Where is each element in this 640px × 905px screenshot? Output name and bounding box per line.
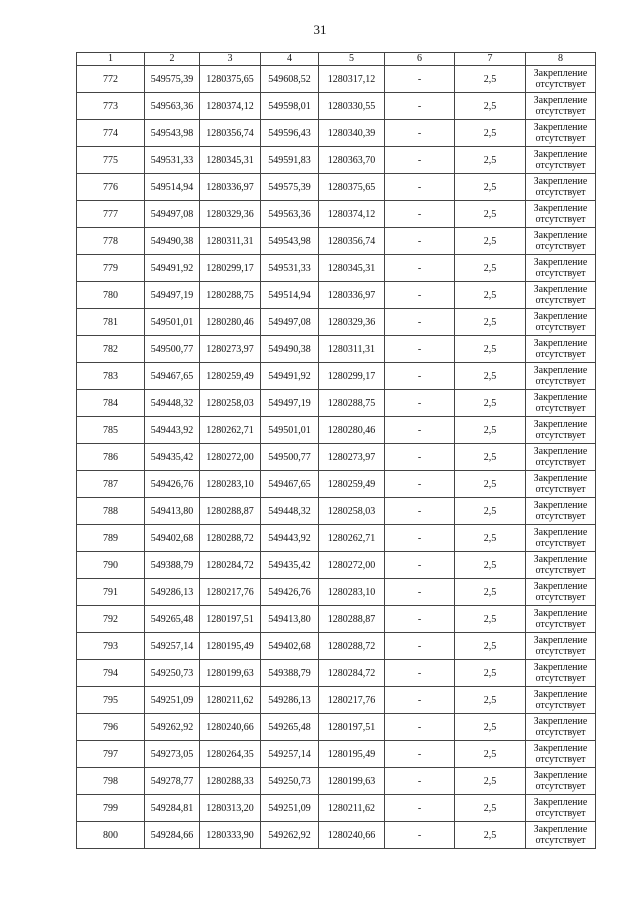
table-cell-col-4: 549388,79 bbox=[261, 660, 319, 687]
table-cell-col-8: Закрепление отсутствует bbox=[526, 525, 596, 552]
table-cell-col-8: Закрепление отсутствует bbox=[526, 390, 596, 417]
table-row bbox=[77, 93, 596, 120]
table-cell-col-2: 549262,92 bbox=[145, 714, 200, 741]
table-row bbox=[77, 498, 596, 525]
table-row bbox=[77, 579, 596, 606]
table-cell-col-6: - bbox=[385, 363, 455, 390]
table-row bbox=[77, 606, 596, 633]
table-cell-col-4: 549435,42 bbox=[261, 552, 319, 579]
table-cell-col-8: Закрепление отсутствует bbox=[526, 417, 596, 444]
table-cell-col-1: 772 bbox=[77, 66, 145, 93]
table-cell-col-6: - bbox=[385, 795, 455, 822]
table-cell-col-8: Закрепление отсутствует bbox=[526, 174, 596, 201]
table-cell-col-5: 1280340,39 bbox=[319, 120, 385, 147]
table-cell-col-1: 785 bbox=[77, 417, 145, 444]
table-cell-col-2: 549575,39 bbox=[145, 66, 200, 93]
table-cell-col-8: Закрепление отсутствует bbox=[526, 552, 596, 579]
table-cell-col-2: 549501,01 bbox=[145, 309, 200, 336]
table-cell-col-7: 2,5 bbox=[455, 66, 526, 93]
table-cell-col-6: - bbox=[385, 768, 455, 795]
table-cell-col-3: 1280299,17 bbox=[200, 255, 261, 282]
table-cell-col-2: 549413,80 bbox=[145, 498, 200, 525]
table-cell-col-6: - bbox=[385, 309, 455, 336]
table-cell-col-2: 549250,73 bbox=[145, 660, 200, 687]
table-cell-col-3: 1280258,03 bbox=[200, 390, 261, 417]
table-cell-col-7: 2,5 bbox=[455, 228, 526, 255]
table-cell-col-3: 1280273,97 bbox=[200, 336, 261, 363]
table-cell-col-6: - bbox=[385, 147, 455, 174]
table-cell-col-5: 1280273,97 bbox=[319, 444, 385, 471]
table-cell-col-5: 1280288,72 bbox=[319, 633, 385, 660]
table-row bbox=[77, 471, 596, 498]
table-cell-col-8: Закрепление отсутствует bbox=[526, 120, 596, 147]
table-cell-col-5: 1280363,70 bbox=[319, 147, 385, 174]
table-cell-col-8: Закрепление отсутствует bbox=[526, 444, 596, 471]
table-cell-col-5: 1280329,36 bbox=[319, 309, 385, 336]
table-cell-col-8: Закрепление отсутствует bbox=[526, 498, 596, 525]
table-row bbox=[77, 201, 596, 228]
table-cell-col-8: Закрепление отсутствует bbox=[526, 741, 596, 768]
table-cell-col-5: 1280374,12 bbox=[319, 201, 385, 228]
table-cell-col-6: - bbox=[385, 417, 455, 444]
table-cell-col-3: 1280288,33 bbox=[200, 768, 261, 795]
table-cell-col-7: 2,5 bbox=[455, 552, 526, 579]
table-cell-col-6: - bbox=[385, 579, 455, 606]
table-cell-col-4: 549596,43 bbox=[261, 120, 319, 147]
table-cell-col-1: 784 bbox=[77, 390, 145, 417]
table-cell-col-4: 549286,13 bbox=[261, 687, 319, 714]
table-cell-col-7: 2,5 bbox=[455, 471, 526, 498]
table-row bbox=[77, 309, 596, 336]
table-cell-col-6: - bbox=[385, 282, 455, 309]
column-header-5: 5 bbox=[319, 53, 385, 66]
table-cell-col-7: 2,5 bbox=[455, 606, 526, 633]
table-cell-col-7: 2,5 bbox=[455, 309, 526, 336]
table-cell-col-3: 1280283,10 bbox=[200, 471, 261, 498]
table-cell-col-7: 2,5 bbox=[455, 390, 526, 417]
table-cell-col-5: 1280311,31 bbox=[319, 336, 385, 363]
table-cell-col-4: 549514,94 bbox=[261, 282, 319, 309]
table-cell-col-2: 549388,79 bbox=[145, 552, 200, 579]
table-cell-col-4: 549500,77 bbox=[261, 444, 319, 471]
table-cell-col-1: 781 bbox=[77, 309, 145, 336]
table-cell-col-2: 549278,77 bbox=[145, 768, 200, 795]
table-cell-col-7: 2,5 bbox=[455, 741, 526, 768]
table-cell-col-5: 1280280,46 bbox=[319, 417, 385, 444]
table-cell-col-3: 1280199,63 bbox=[200, 660, 261, 687]
table-cell-col-6: - bbox=[385, 174, 455, 201]
table-header bbox=[77, 53, 596, 66]
table-cell-col-3: 1280288,72 bbox=[200, 525, 261, 552]
table-cell-col-1: 782 bbox=[77, 336, 145, 363]
table-cell-col-4: 549531,33 bbox=[261, 255, 319, 282]
table-cell-col-7: 2,5 bbox=[455, 822, 526, 849]
table-cell-col-2: 549500,77 bbox=[145, 336, 200, 363]
table-cell-col-8: Закрепление отсутствует bbox=[526, 93, 596, 120]
table-cell-col-8: Закрепление отсутствует bbox=[526, 687, 596, 714]
table-cell-col-4: 549251,09 bbox=[261, 795, 319, 822]
column-header-3: 3 bbox=[200, 53, 261, 66]
table-cell-col-4: 549598,01 bbox=[261, 93, 319, 120]
table-cell-col-7: 2,5 bbox=[455, 417, 526, 444]
table-row bbox=[77, 282, 596, 309]
column-header-7: 7 bbox=[455, 53, 526, 66]
table-cell-col-6: - bbox=[385, 552, 455, 579]
table-cell-col-5: 1280262,71 bbox=[319, 525, 385, 552]
table-cell-col-3: 1280345,31 bbox=[200, 147, 261, 174]
table-cell-col-7: 2,5 bbox=[455, 174, 526, 201]
table-cell-col-6: - bbox=[385, 390, 455, 417]
table-cell-col-8: Закрепление отсутствует bbox=[526, 201, 596, 228]
table-cell-col-3: 1280329,36 bbox=[200, 201, 261, 228]
table-cell-col-4: 549262,92 bbox=[261, 822, 319, 849]
table-cell-col-3: 1280374,12 bbox=[200, 93, 261, 120]
table-cell-col-8: Закрепление отсутствует bbox=[526, 255, 596, 282]
column-header-2: 2 bbox=[145, 53, 200, 66]
table-cell-col-6: - bbox=[385, 471, 455, 498]
table-cell-col-8: Закрепление отсутствует bbox=[526, 471, 596, 498]
table-cell-col-4: 549575,39 bbox=[261, 174, 319, 201]
table-cell-col-5: 1280199,63 bbox=[319, 768, 385, 795]
table-cell-col-2: 549490,38 bbox=[145, 228, 200, 255]
table-cell-col-4: 549467,65 bbox=[261, 471, 319, 498]
table-cell-col-4: 549543,98 bbox=[261, 228, 319, 255]
table-row bbox=[77, 66, 596, 93]
table-cell-col-4: 549497,19 bbox=[261, 390, 319, 417]
table-cell-col-8: Закрепление отсутствует bbox=[526, 336, 596, 363]
table-cell-col-4: 549491,92 bbox=[261, 363, 319, 390]
table-cell-col-6: - bbox=[385, 228, 455, 255]
table-cell-col-1: 791 bbox=[77, 579, 145, 606]
table-cell-col-2: 549531,33 bbox=[145, 147, 200, 174]
table-cell-col-3: 1280336,97 bbox=[200, 174, 261, 201]
table-cell-col-7: 2,5 bbox=[455, 363, 526, 390]
table-cell-col-5: 1280195,49 bbox=[319, 741, 385, 768]
table-cell-col-2: 549273,05 bbox=[145, 741, 200, 768]
table-cell-col-5: 1280217,76 bbox=[319, 687, 385, 714]
table-cell-col-4: 549497,08 bbox=[261, 309, 319, 336]
table-cell-col-6: - bbox=[385, 498, 455, 525]
table-cell-col-3: 1280272,00 bbox=[200, 444, 261, 471]
table-cell-col-6: - bbox=[385, 741, 455, 768]
table-cell-col-7: 2,5 bbox=[455, 444, 526, 471]
table-cell-col-5: 1280345,31 bbox=[319, 255, 385, 282]
table-cell-col-1: 799 bbox=[77, 795, 145, 822]
table-cell-col-1: 792 bbox=[77, 606, 145, 633]
table-cell-col-8: Закрепление отсутствует bbox=[526, 309, 596, 336]
table-cell-col-7: 2,5 bbox=[455, 714, 526, 741]
table-cell-col-8: Закрепление отсутствует bbox=[526, 795, 596, 822]
page-number: 31 bbox=[313, 22, 327, 37]
table-cell-col-3: 1280280,46 bbox=[200, 309, 261, 336]
table-row bbox=[77, 228, 596, 255]
table-cell-col-5: 1280258,03 bbox=[319, 498, 385, 525]
table-cell-col-1: 789 bbox=[77, 525, 145, 552]
table-cell-col-1: 773 bbox=[77, 93, 145, 120]
table-cell-col-5: 1280284,72 bbox=[319, 660, 385, 687]
table-cell-col-5: 1280336,97 bbox=[319, 282, 385, 309]
table-row bbox=[77, 336, 596, 363]
table-cell-col-3: 1280284,72 bbox=[200, 552, 261, 579]
table-row bbox=[77, 714, 596, 741]
coordinates-table bbox=[76, 52, 596, 849]
table-cell-col-8: Закрепление отсутствует bbox=[526, 147, 596, 174]
table-cell-col-1: 797 bbox=[77, 741, 145, 768]
table-cell-col-7: 2,5 bbox=[455, 201, 526, 228]
table-cell-col-7: 2,5 bbox=[455, 768, 526, 795]
table-cell-col-2: 549284,81 bbox=[145, 795, 200, 822]
table-cell-col-6: - bbox=[385, 66, 455, 93]
table-cell-col-2: 549563,36 bbox=[145, 93, 200, 120]
table-row bbox=[77, 525, 596, 552]
table-cell-col-5: 1280240,66 bbox=[319, 822, 385, 849]
table-cell-col-4: 549265,48 bbox=[261, 714, 319, 741]
table-cell-col-7: 2,5 bbox=[455, 147, 526, 174]
table-cell-col-3: 1280197,51 bbox=[200, 606, 261, 633]
table-cell-col-8: Закрепление отсутствует bbox=[526, 579, 596, 606]
table-cell-col-1: 795 bbox=[77, 687, 145, 714]
table-cell-col-7: 2,5 bbox=[455, 633, 526, 660]
table-cell-col-6: - bbox=[385, 525, 455, 552]
table-row bbox=[77, 795, 596, 822]
table-cell-col-3: 1280217,76 bbox=[200, 579, 261, 606]
table-cell-col-4: 549402,68 bbox=[261, 633, 319, 660]
table-cell-col-6: - bbox=[385, 633, 455, 660]
table-cell-col-1: 796 bbox=[77, 714, 145, 741]
table-cell-col-2: 549497,19 bbox=[145, 282, 200, 309]
table-cell-col-1: 778 bbox=[77, 228, 145, 255]
table-cell-col-3: 1280333,90 bbox=[200, 822, 261, 849]
table-cell-col-7: 2,5 bbox=[455, 336, 526, 363]
table-cell-col-4: 549426,76 bbox=[261, 579, 319, 606]
table-cell-col-6: - bbox=[385, 120, 455, 147]
table-cell-col-3: 1280288,75 bbox=[200, 282, 261, 309]
table-cell-col-3: 1280259,49 bbox=[200, 363, 261, 390]
table-cell-col-7: 2,5 bbox=[455, 525, 526, 552]
table-cell-col-6: - bbox=[385, 660, 455, 687]
header-row bbox=[77, 53, 596, 66]
table-cell-col-5: 1280317,12 bbox=[319, 66, 385, 93]
table-cell-col-3: 1280262,71 bbox=[200, 417, 261, 444]
table-cell-col-8: Закрепление отсутствует bbox=[526, 363, 596, 390]
table-cell-col-2: 549543,98 bbox=[145, 120, 200, 147]
table-row bbox=[77, 390, 596, 417]
table-cell-col-3: 1280264,35 bbox=[200, 741, 261, 768]
table-cell-col-1: 783 bbox=[77, 363, 145, 390]
table-cell-col-2: 549435,42 bbox=[145, 444, 200, 471]
table-cell-col-4: 549608,52 bbox=[261, 66, 319, 93]
table-cell-col-1: 794 bbox=[77, 660, 145, 687]
table-cell-col-1: 775 bbox=[77, 147, 145, 174]
column-header-4: 4 bbox=[261, 53, 319, 66]
table-cell-col-2: 549514,94 bbox=[145, 174, 200, 201]
table-cell-col-4: 549591,83 bbox=[261, 147, 319, 174]
table-cell-col-7: 2,5 bbox=[455, 498, 526, 525]
table-cell-col-8: Закрепление отсутствует bbox=[526, 714, 596, 741]
table-cell-col-5: 1280356,74 bbox=[319, 228, 385, 255]
table-cell-col-2: 549251,09 bbox=[145, 687, 200, 714]
table-cell-col-8: Закрепление отсутствует bbox=[526, 606, 596, 633]
column-header-8: 8 bbox=[526, 53, 596, 66]
table-cell-col-1: 788 bbox=[77, 498, 145, 525]
table-row bbox=[77, 552, 596, 579]
table-row bbox=[77, 741, 596, 768]
table-cell-col-7: 2,5 bbox=[455, 687, 526, 714]
table-row bbox=[77, 417, 596, 444]
table-cell-col-6: - bbox=[385, 444, 455, 471]
table-row bbox=[77, 768, 596, 795]
table-cell-col-3: 1280313,20 bbox=[200, 795, 261, 822]
table-cell-col-5: 1280288,87 bbox=[319, 606, 385, 633]
table-cell-col-1: 779 bbox=[77, 255, 145, 282]
table-row bbox=[77, 255, 596, 282]
table-cell-col-6: - bbox=[385, 714, 455, 741]
table-cell-col-6: - bbox=[385, 336, 455, 363]
table-cell-col-2: 549448,32 bbox=[145, 390, 200, 417]
table-cell-col-7: 2,5 bbox=[455, 120, 526, 147]
table-cell-col-3: 1280375,65 bbox=[200, 66, 261, 93]
table-cell-col-1: 790 bbox=[77, 552, 145, 579]
table-cell-col-5: 1280375,65 bbox=[319, 174, 385, 201]
table-cell-col-2: 549467,65 bbox=[145, 363, 200, 390]
table-body bbox=[77, 66, 596, 849]
table-cell-col-7: 2,5 bbox=[455, 255, 526, 282]
table-cell-col-2: 549497,08 bbox=[145, 201, 200, 228]
table-row bbox=[77, 660, 596, 687]
table-cell-col-4: 549250,73 bbox=[261, 768, 319, 795]
table-cell-col-8: Закрепление отсутствует bbox=[526, 768, 596, 795]
table-row bbox=[77, 174, 596, 201]
table-cell-col-1: 780 bbox=[77, 282, 145, 309]
table-cell-col-1: 787 bbox=[77, 471, 145, 498]
table-cell-col-4: 549413,80 bbox=[261, 606, 319, 633]
table-cell-col-7: 2,5 bbox=[455, 93, 526, 120]
table-cell-col-7: 2,5 bbox=[455, 795, 526, 822]
table-cell-col-4: 549501,01 bbox=[261, 417, 319, 444]
table-cell-col-6: - bbox=[385, 687, 455, 714]
table-cell-col-8: Закрепление отсутствует bbox=[526, 228, 596, 255]
table-cell-col-2: 549402,68 bbox=[145, 525, 200, 552]
table-cell-col-3: 1280211,62 bbox=[200, 687, 261, 714]
table-cell-col-4: 549448,32 bbox=[261, 498, 319, 525]
table-cell-col-1: 777 bbox=[77, 201, 145, 228]
table-cell-col-5: 1280299,17 bbox=[319, 363, 385, 390]
column-header-6: 6 bbox=[385, 53, 455, 66]
table-cell-col-2: 549443,92 bbox=[145, 417, 200, 444]
table-cell-col-5: 1280283,10 bbox=[319, 579, 385, 606]
table-cell-col-8: Закрепление отсутствует bbox=[526, 822, 596, 849]
table-cell-col-3: 1280195,49 bbox=[200, 633, 261, 660]
table-cell-col-8: Закрепление отсутствует bbox=[526, 282, 596, 309]
table-row bbox=[77, 147, 596, 174]
table-cell-col-5: 1280197,51 bbox=[319, 714, 385, 741]
table-cell-col-7: 2,5 bbox=[455, 660, 526, 687]
table-cell-col-7: 2,5 bbox=[455, 579, 526, 606]
table-row bbox=[77, 444, 596, 471]
table-cell-col-3: 1280311,31 bbox=[200, 228, 261, 255]
column-header-1: 1 bbox=[77, 53, 145, 66]
table-row bbox=[77, 633, 596, 660]
table-cell-col-5: 1280288,75 bbox=[319, 390, 385, 417]
table-cell-col-1: 774 bbox=[77, 120, 145, 147]
table-row bbox=[77, 822, 596, 849]
table-cell-col-1: 798 bbox=[77, 768, 145, 795]
table-cell-col-2: 549265,48 bbox=[145, 606, 200, 633]
table-cell-col-2: 549491,92 bbox=[145, 255, 200, 282]
table-row bbox=[77, 687, 596, 714]
table-cell-col-6: - bbox=[385, 93, 455, 120]
table-cell-col-6: - bbox=[385, 255, 455, 282]
table-cell-col-4: 549563,36 bbox=[261, 201, 319, 228]
table-row bbox=[77, 363, 596, 390]
table-cell-col-3: 1280240,66 bbox=[200, 714, 261, 741]
table-cell-col-8: Закрепление отсутствует bbox=[526, 633, 596, 660]
table-row bbox=[77, 120, 596, 147]
table-cell-col-2: 549257,14 bbox=[145, 633, 200, 660]
table-cell-col-5: 1280259,49 bbox=[319, 471, 385, 498]
table-cell-col-1: 793 bbox=[77, 633, 145, 660]
table-cell-col-2: 549426,76 bbox=[145, 471, 200, 498]
table-cell-col-3: 1280356,74 bbox=[200, 120, 261, 147]
table-cell-col-2: 549286,13 bbox=[145, 579, 200, 606]
table-cell-col-4: 549257,14 bbox=[261, 741, 319, 768]
table-cell-col-2: 549284,66 bbox=[145, 822, 200, 849]
table-cell-col-4: 549490,38 bbox=[261, 336, 319, 363]
table-cell-col-3: 1280288,87 bbox=[200, 498, 261, 525]
table-cell-col-6: - bbox=[385, 822, 455, 849]
table-cell-col-5: 1280272,00 bbox=[319, 552, 385, 579]
table-cell-col-7: 2,5 bbox=[455, 282, 526, 309]
table-cell-col-5: 1280211,62 bbox=[319, 795, 385, 822]
table-cell-col-8: Закрепление отсутствует bbox=[526, 660, 596, 687]
table-cell-col-1: 800 bbox=[77, 822, 145, 849]
table-cell-col-5: 1280330,55 bbox=[319, 93, 385, 120]
table-cell-col-1: 786 bbox=[77, 444, 145, 471]
table-cell-col-1: 776 bbox=[77, 174, 145, 201]
table-cell-col-4: 549443,92 bbox=[261, 525, 319, 552]
table-cell-col-6: - bbox=[385, 606, 455, 633]
table-cell-col-8: Закрепление отсутствует bbox=[526, 66, 596, 93]
table-cell-col-6: - bbox=[385, 201, 455, 228]
